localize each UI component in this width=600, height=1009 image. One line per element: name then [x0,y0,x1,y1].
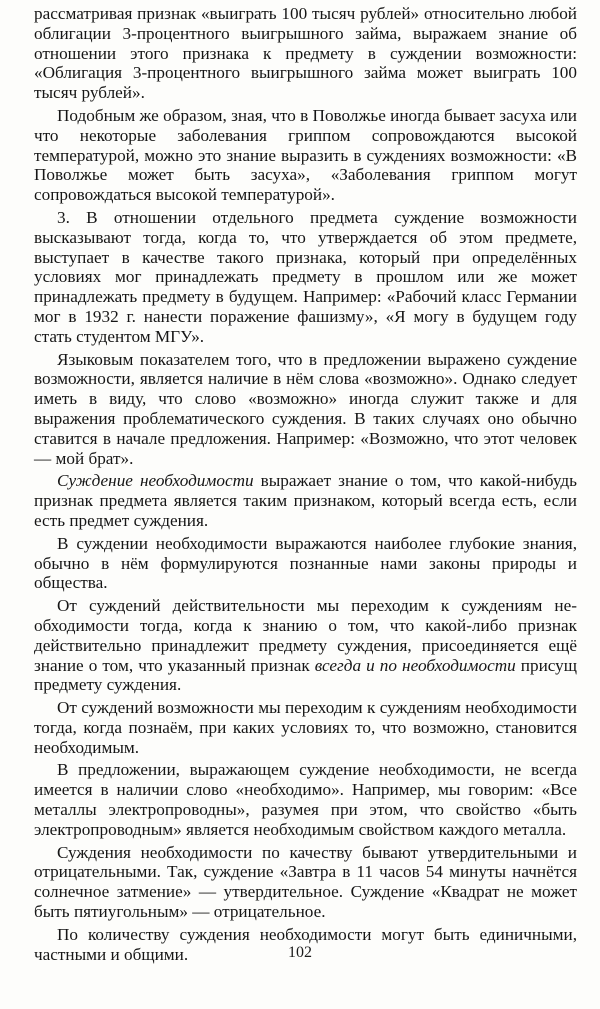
term-necessity-judgment: Суждение необходимости [57,471,254,491]
paragraph-10 [34,843,577,922]
emphasis-always-necessarily: всегда и по необходимости [314,655,516,675]
paragraph-8 [34,698,577,757]
paragraph-5 [34,471,577,530]
paragraph-text: В суждении необходимости выражаются наиболее глубокие знания, обычно в нём формулируются познанные нами законы природы и общества. [34,533,577,593]
paragraph-text: От суждений действительности мы переходим к суждениям необходимости тогда, когда к знанию о том, что какой-либо признак действительно принадлежит предмету суждения, присоединяется ещё знание о том, что указанный признак [34,596,577,675]
paragraph-text: По количеству суждения необходимости могут быть единичными, частными и общими. [34,924,577,964]
paragraph-text: Подобным же образом, зная, что в Поволжье иногда бывает засуха или что некоторые заболевания гриппом сопровождаются высокой температурой, можно это знание выразить в суждениях возможности: «В Поволжье может быть засуха», «Заболевания гриппом могут сопровождаться высокой температурой». [34,105,577,205]
paragraph-text: В предложении, выражающем суждение необходимости, не всегда имеется в наличии слово «необходимо». Например, мы говорим: «Все металлы электропроводны», разумея при этом, что свойство «быть электропроводным» является необходимым свойством каждого металла. [34,760,577,839]
paragraph-2 [34,106,577,205]
paragraph-text: выражает знание о том, что какой-нибудь признак предмета является таким признаком, который всегда есть, если есть предмет суждения. [34,471,577,530]
paragraph-4 [34,350,577,469]
paragraph-9 [34,760,577,839]
paragraph-text: Языковым показателем того, что в предложении выражено суждение возможности, является наличие в нём слова «возможно». Однако следует иметь в виду, что слово «возможно» иногда служит также и для выражения проблематического суждения. В таких случаях оно обычно ставится в начале предложения. Например: «Возможно, что этот человек — мой брат». [34,349,577,468]
paragraph-text: От суждений возможности мы переходим к суждениям необходимости тогда, когда познаём, при каких условиях то, что возможно, становится необходимым. [34,698,577,757]
paragraph-6 [34,534,577,593]
page-number: 102 [288,944,312,961]
paragraph-text-end: присущ предмету суждения. [34,655,577,695]
paragraph-text: Суждения необходимости по качеству бывают утвердительными и отрицательными. Так, суждение «Завтра в 11 часов 54 минуты начнётся солнечное затмение» — утвердительное. Суждение «Квадрат не может быть пятиугольным» — отрицательное. [34,842,577,922]
page-body-text [34,4,577,967]
paragraph-7 [34,596,577,695]
paragraph-1 [34,4,577,103]
paragraph-text: 3. В отношении отдельного предмета суждение возможности высказывают тогда, когда то, что утверждается об этом предмете, выступает в качестве такого признака, который при определённых условиях мог принадлежать предмету в прошлом или же может принадлежать предмету в будущем. Например: «Рабочий класс Германии мог в 1932 г. нанести поражение фашизму», «Я могу в будущем году стать студентом МГУ». [34,207,577,346]
paragraph-text: рассматривая признак «выиграть 100 тысяч рублей» относительно любой облигации 3-процентного выигрышного займа, выражаем знание об отношении этого признака к предмету в суждении возможности: «Облигация 3-процентного выигрышного займа может выиграть 100 тысяч рублей». [34,4,577,103]
paragraph-3 [34,208,577,347]
